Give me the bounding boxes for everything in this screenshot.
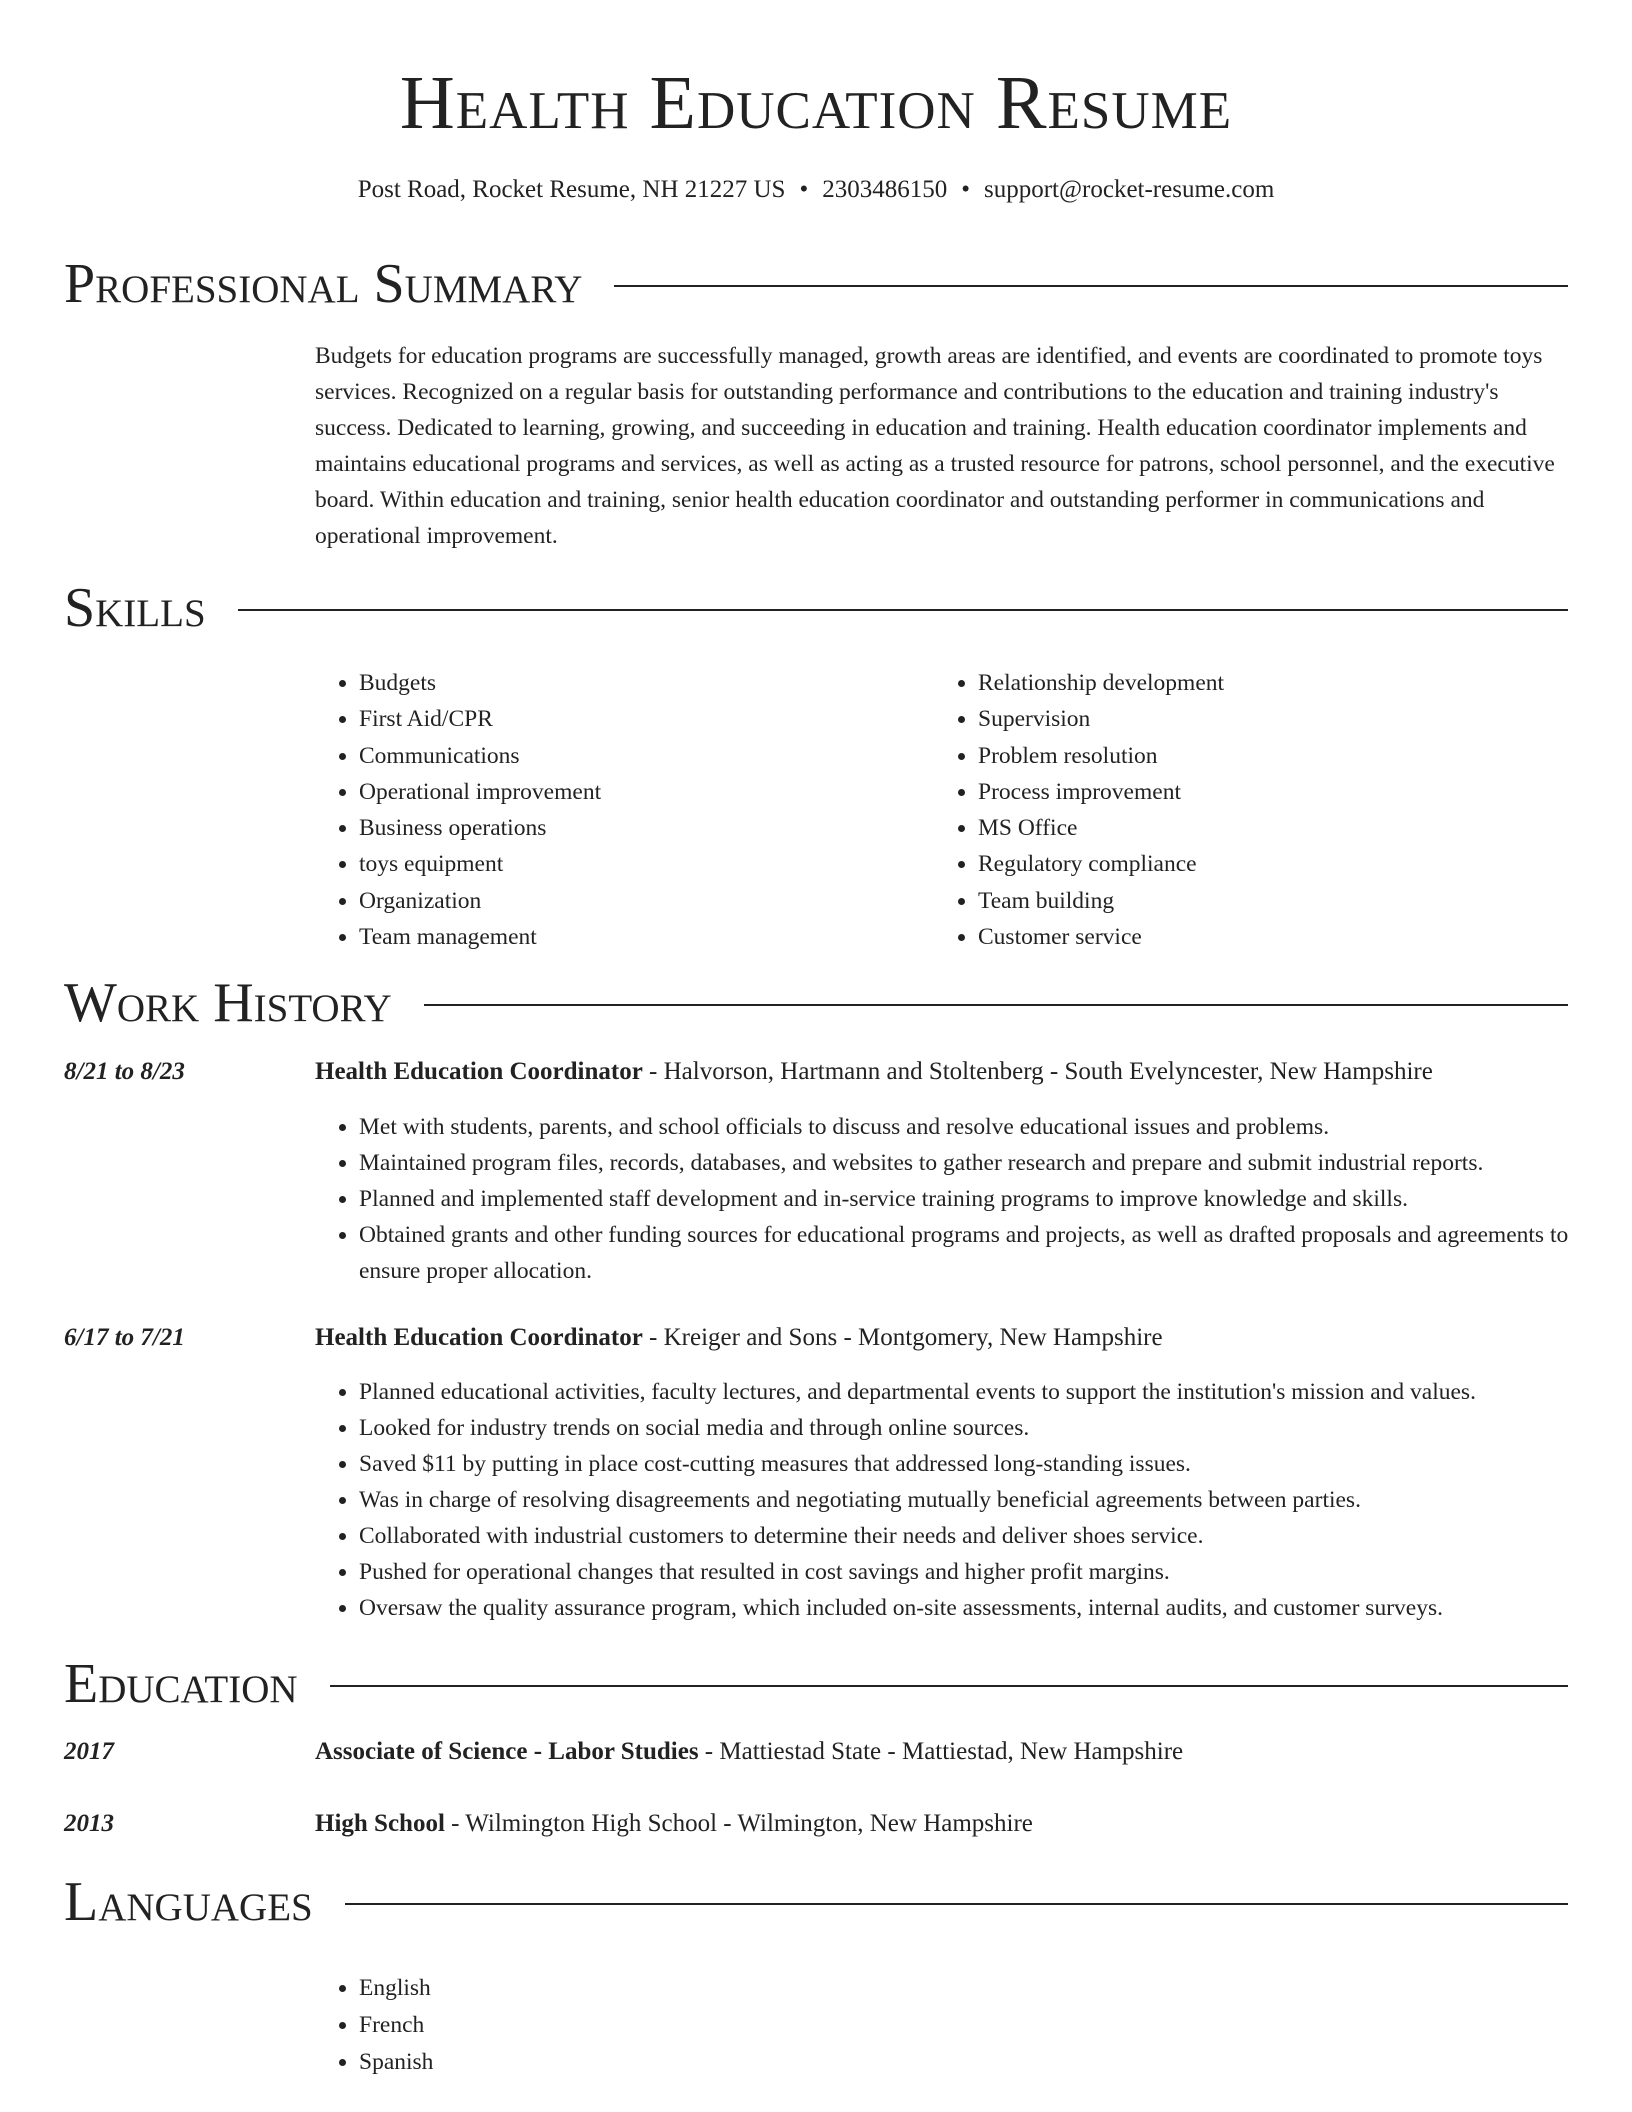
job-employer: - Kreiger and Sons - Montgomery, New Hampshire <box>642 1324 1163 1351</box>
resume-title: Health Education Resume <box>399 61 1233 145</box>
skill-item: • Relationship development <box>978 665 1553 701</box>
skill-item: • Budgets <box>359 665 934 701</box>
education-school: - Wilmington High School - Wilmington, New Hampshire <box>444 1810 1033 1837</box>
education-degree: Associate of Science - Labor Studies <box>315 1738 699 1765</box>
section-divider <box>330 1685 1568 1687</box>
contact-email: support@rocket-resume.com <box>984 176 1275 203</box>
skill-item: • Business operations <box>359 810 934 846</box>
job-bullets <box>315 1109 1614 1289</box>
education-year: 2017 <box>64 1738 114 1765</box>
skill-item: • MS Office <box>978 810 1553 846</box>
job-bullet: • Planned and implemented staff development and in-service training programs to improve knowledge and skills. <box>359 1181 1614 1217</box>
section-divider <box>424 1004 1568 1006</box>
job-bullet: • Saved $11 by putting in place cost-cutting measures that addressed long-standing issues. <box>359 1446 1614 1482</box>
skill-item: • Operational improvement <box>359 774 934 810</box>
education-year: 2013 <box>64 1810 114 1837</box>
section-header-education <box>64 1652 1568 1716</box>
section-title-work: Work History <box>64 972 392 1034</box>
job-bullet: • Looked for industry trends on social media and through online sources. <box>359 1410 1614 1446</box>
section-header-work <box>64 971 1568 1035</box>
skills-list <box>315 665 1570 955</box>
education-school: - Mattiestad State - Mattiestad, New Hampshire <box>698 1738 1184 1765</box>
skill-item: • toys equipment <box>359 846 934 882</box>
job-dates: 8/21 to 8/23 <box>64 1058 185 1085</box>
skill-item: • Communications <box>359 738 934 774</box>
section-header-languages <box>64 1870 1568 1934</box>
job-bullet: • Oversaw the quality assurance program, which included on-site assessments, internal audits, and customer surveys. <box>359 1590 1614 1626</box>
job-header <box>315 1320 1570 1356</box>
section-header-skills <box>64 576 1568 640</box>
section-divider <box>345 1903 1568 1905</box>
contact-line <box>0 172 1632 208</box>
job-bullets <box>315 1374 1614 1626</box>
job-bullet: • Met with students, parents, and school officials to discuss and resolve educational issues and problems. <box>359 1109 1614 1145</box>
job-title: Health Education Coordinator <box>315 1324 643 1351</box>
skills-column-right <box>934 665 1553 955</box>
skill-item: • Team management <box>359 919 934 955</box>
language-item: • Spanish <box>359 2044 959 2081</box>
education-degree: High School <box>315 1810 445 1837</box>
contact-address: Post Road, Rocket Resume, NH 21227 US <box>357 176 786 203</box>
contact-separator: • <box>961 176 970 203</box>
skill-item: • Customer service <box>978 919 1553 955</box>
section-divider <box>238 609 1568 611</box>
job-bullet: • Pushed for operational changes that resulted in cost savings and higher profit margins. <box>359 1554 1614 1590</box>
job-bullet: • Collaborated with industrial customers to determine their needs and deliver shoes service. <box>359 1518 1614 1554</box>
language-item: • English <box>359 1970 959 2007</box>
contact-phone: 2303486150 <box>822 176 948 203</box>
skills-column-left <box>315 665 934 955</box>
job-header <box>315 1054 1570 1090</box>
skill-item: • Team building <box>978 883 1553 919</box>
contact-separator: • <box>799 176 809 203</box>
job-bullet: • Maintained program files, records, databases, and websites to gather research and prepare and submit industrial reports. <box>359 1145 1614 1181</box>
skill-item: • Process improvement <box>978 774 1553 810</box>
job-employer: - Halvorson, Hartmann and Stoltenberg - South Evelyncester, New Hampshire <box>642 1058 1433 1085</box>
skill-item: • Problem resolution <box>978 738 1553 774</box>
section-divider <box>614 285 1568 287</box>
languages-list <box>315 1970 959 2081</box>
summary-text: Budgets for education programs are successfully managed, growth areas are identified, and events are coordinated to promote toys services. Recognized on a regular basis for outstanding performance and contributions to the education and training industry's success. Dedicated to learning, growing, and succeeding in education and training. Health education coordinator implements and maintains educational programs and services, as well as acting as a trusted resource for patrons, school personnel, and the executive board. Within education and training, senior health education coordinator and outstanding performer in communications and operational improvement. <box>315 343 1555 549</box>
skill-item: • Organization <box>359 883 934 919</box>
job-title: Health Education Coordinator <box>315 1058 643 1085</box>
job-dates: 6/17 to 7/21 <box>64 1324 185 1351</box>
section-title-education: Education <box>64 1653 298 1715</box>
job-bullet: • Was in charge of resolving disagreements and negotiating mutually beneficial agreements between parties. <box>359 1482 1614 1518</box>
job-bullet: • Obtained grants and other funding sources for educational programs and projects, as well as drafted proposals and agreements to ensure proper allocation. <box>359 1217 1614 1289</box>
section-title-skills: Skills <box>64 577 206 639</box>
section-title-summary: Professional Summary <box>64 253 583 315</box>
job-bullet: • Planned educational activities, faculty lectures, and departmental events to support the institution's mission and values. <box>359 1374 1614 1410</box>
education-entry <box>315 1806 1570 1842</box>
section-title-languages: Languages <box>64 1871 313 1933</box>
education-entry <box>315 1734 1570 1770</box>
language-item: • French <box>359 2007 959 2044</box>
skill-item: • First Aid/CPR <box>359 701 934 737</box>
skill-item: • Regulatory compliance <box>978 846 1553 882</box>
section-header-summary <box>64 252 1568 316</box>
skill-item: • Supervision <box>978 701 1553 737</box>
